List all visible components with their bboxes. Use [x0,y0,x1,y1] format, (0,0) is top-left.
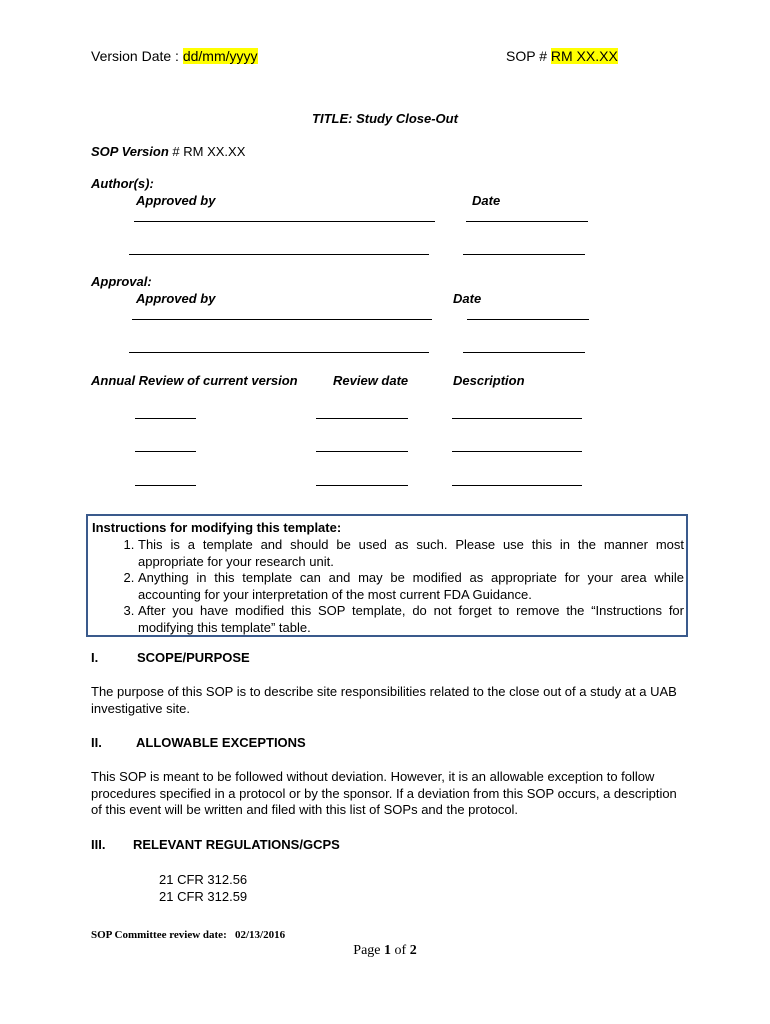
signature-line [129,254,429,255]
section-heading: ALLOWABLE EXCEPTIONS [136,735,306,750]
section-number: III. [91,837,106,852]
regulation-item: 21 CFR 312.59 [159,889,248,904]
review-date-line [316,451,408,452]
section-number: II. [91,735,102,750]
review-version-line [135,451,196,452]
review-description-line [452,418,582,419]
page-current: 1 [384,943,392,958]
review-description-line [452,485,582,486]
signature-line [129,352,429,353]
sop-version [91,144,245,159]
section-body: The purpose of this SOP is to describe site responsibilities related to the close out of a study at a UAB investigative site. [91,684,677,716]
annual-review-header: Annual Review of current version [91,373,298,388]
instructions-title: Instructions for modifying this template: [92,520,342,535]
instruction-item: 1. This is a template and should be used as such. Please use this in the manner most appropriate for your research unit. [138,537,684,570]
section-number: I. [91,650,99,665]
page-total: 2 [409,943,417,958]
sop-number-label: SOP # [506,48,551,64]
instructions-box [86,514,688,637]
section-heading: SCOPE/PURPOSE [137,650,250,665]
description-header: Description [453,373,525,388]
review-version-line [135,418,196,419]
date-line [463,254,585,255]
sop-number-value: RM XX.XX [550,48,618,64]
approval-approved-by: Approved by [136,291,216,306]
authors-label: Author(s): [91,176,154,191]
instruction-item: 2. Anything in this template can and may be modified as appropriate for your area while accounting for your interpretation of the most current FDA Guidance. [138,570,684,603]
signature-line [134,221,435,222]
review-version-line [135,485,196,486]
section-body: This SOP is meant to be followed without deviation. However, it is an allowable exception to follow procedures specified in a protocol or by the sponsor. If a deviation from this SOP occurs, a description of this event will be written and filed with this list of SOPs and the protocol. [91,769,677,817]
committee-review-label: SOP Committee review date: [91,929,227,941]
committee-review-date: 02/13/2016 [234,929,286,941]
date-line [463,352,585,353]
page-of: of [391,943,410,958]
page-prefix: Page [353,943,385,958]
version-date [91,48,258,64]
section-heading: RELEVANT REGULATIONS/GCPS [133,837,340,852]
instructions-list [92,537,684,636]
date-line [466,221,588,222]
document-title: TITLE: Study Close-Out [312,111,458,126]
sop-version-value: # RM XX.XX [168,144,246,159]
signature-line [132,319,432,320]
instruction-item: 3. After you have modified this SOP template, do not forget to remove the “Instructions for modifying this template” table. [138,603,684,636]
committee-review [91,929,285,941]
page-number [0,943,770,959]
review-date-header: Review date [333,373,409,388]
review-description-line [452,451,582,452]
date-line [467,319,589,320]
sop-version-label: SOP Version [91,144,169,159]
review-date-line [316,485,408,486]
version-date-label: Version Date : [91,48,183,64]
review-date-line [316,418,408,419]
version-date-value: dd/mm/yyyy [182,48,258,64]
sop-number [506,48,618,64]
authors-date: Date [472,193,501,208]
approval-date: Date [453,291,482,306]
approval-label: Approval: [91,274,152,289]
regulation-item: 21 CFR 312.56 [159,872,248,887]
authors-approved-by: Approved by [136,193,216,208]
